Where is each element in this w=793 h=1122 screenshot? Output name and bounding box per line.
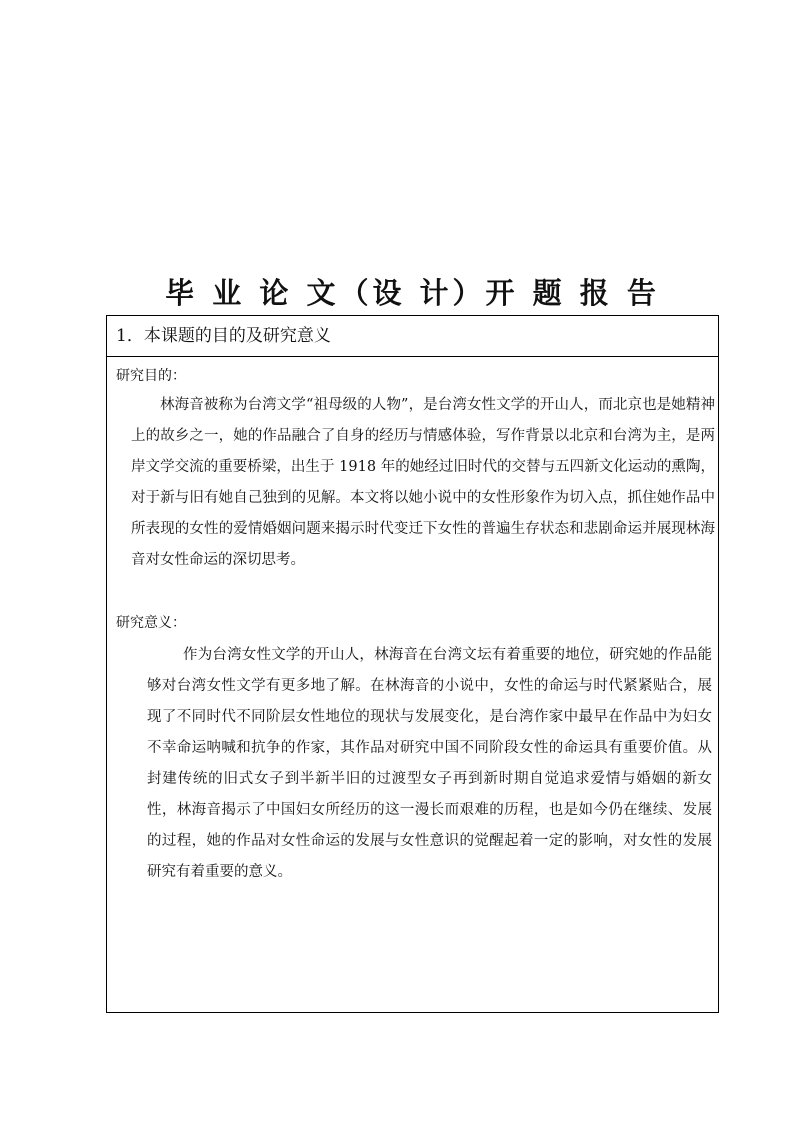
document-title: 毕 业 论 文（设 计）开 题 报 告 <box>165 276 660 310</box>
report-table <box>106 315 719 1013</box>
significance-paragraph: 作为台湾女性文学的开山人，林海音在台湾文坛有着重要的地位，研究她的作品能够对台湾女性文学有更多地了解。在林海音的小说中，女性的命运与时代紧紧贴合，展现了不同时代不同阶层女性地位的现状与发展变化，是台湾作家中最早在作品中为妇女不幸命运呐喊和抗争的作家，其作品对研究中国不同阶段女性的命运具有重要价值。从封建传统的旧式女子到半新半旧的过渡型女子再到新时期自觉追求爱情与婚姻的新女性，林海音揭示了中国妇女所经历的这一漫长而艰难的历程，也是如今仍在继续、发展的过程，她的作品对女性命运的发展与女性意识的觉醒起着一定的影响，对女性的发展研究有着重要的意义。 <box>147 647 712 880</box>
purpose-label: 研究目的： <box>116 368 186 384</box>
significance-label: 研究意义： <box>116 615 186 631</box>
purpose-paragraph: 林海音被称为台湾文学“祖母级的人物”，是台湾女性文学的开山人，而北京也是她精神上的故乡之一，她的作品融合了自身的经历与情感体验，写作背景以北京和台湾为主，是两岸文学交流的重要桥梁，出生于 1918 年的她经过旧时代的交替与五四新文化运动的熏陶，对于新与旧有她自己独到的见解。本文将以她小说中的女性形象作为切入点，抓住她作品中所表现的女性的爱情婚姻问题来揭示时代变迁下女性的普遍生存状态和悲剧命运并展现林海音对女性命运的深切思考。 <box>131 397 715 568</box>
section-heading: 1．本课题的目的及研究意义 <box>107 316 718 357</box>
